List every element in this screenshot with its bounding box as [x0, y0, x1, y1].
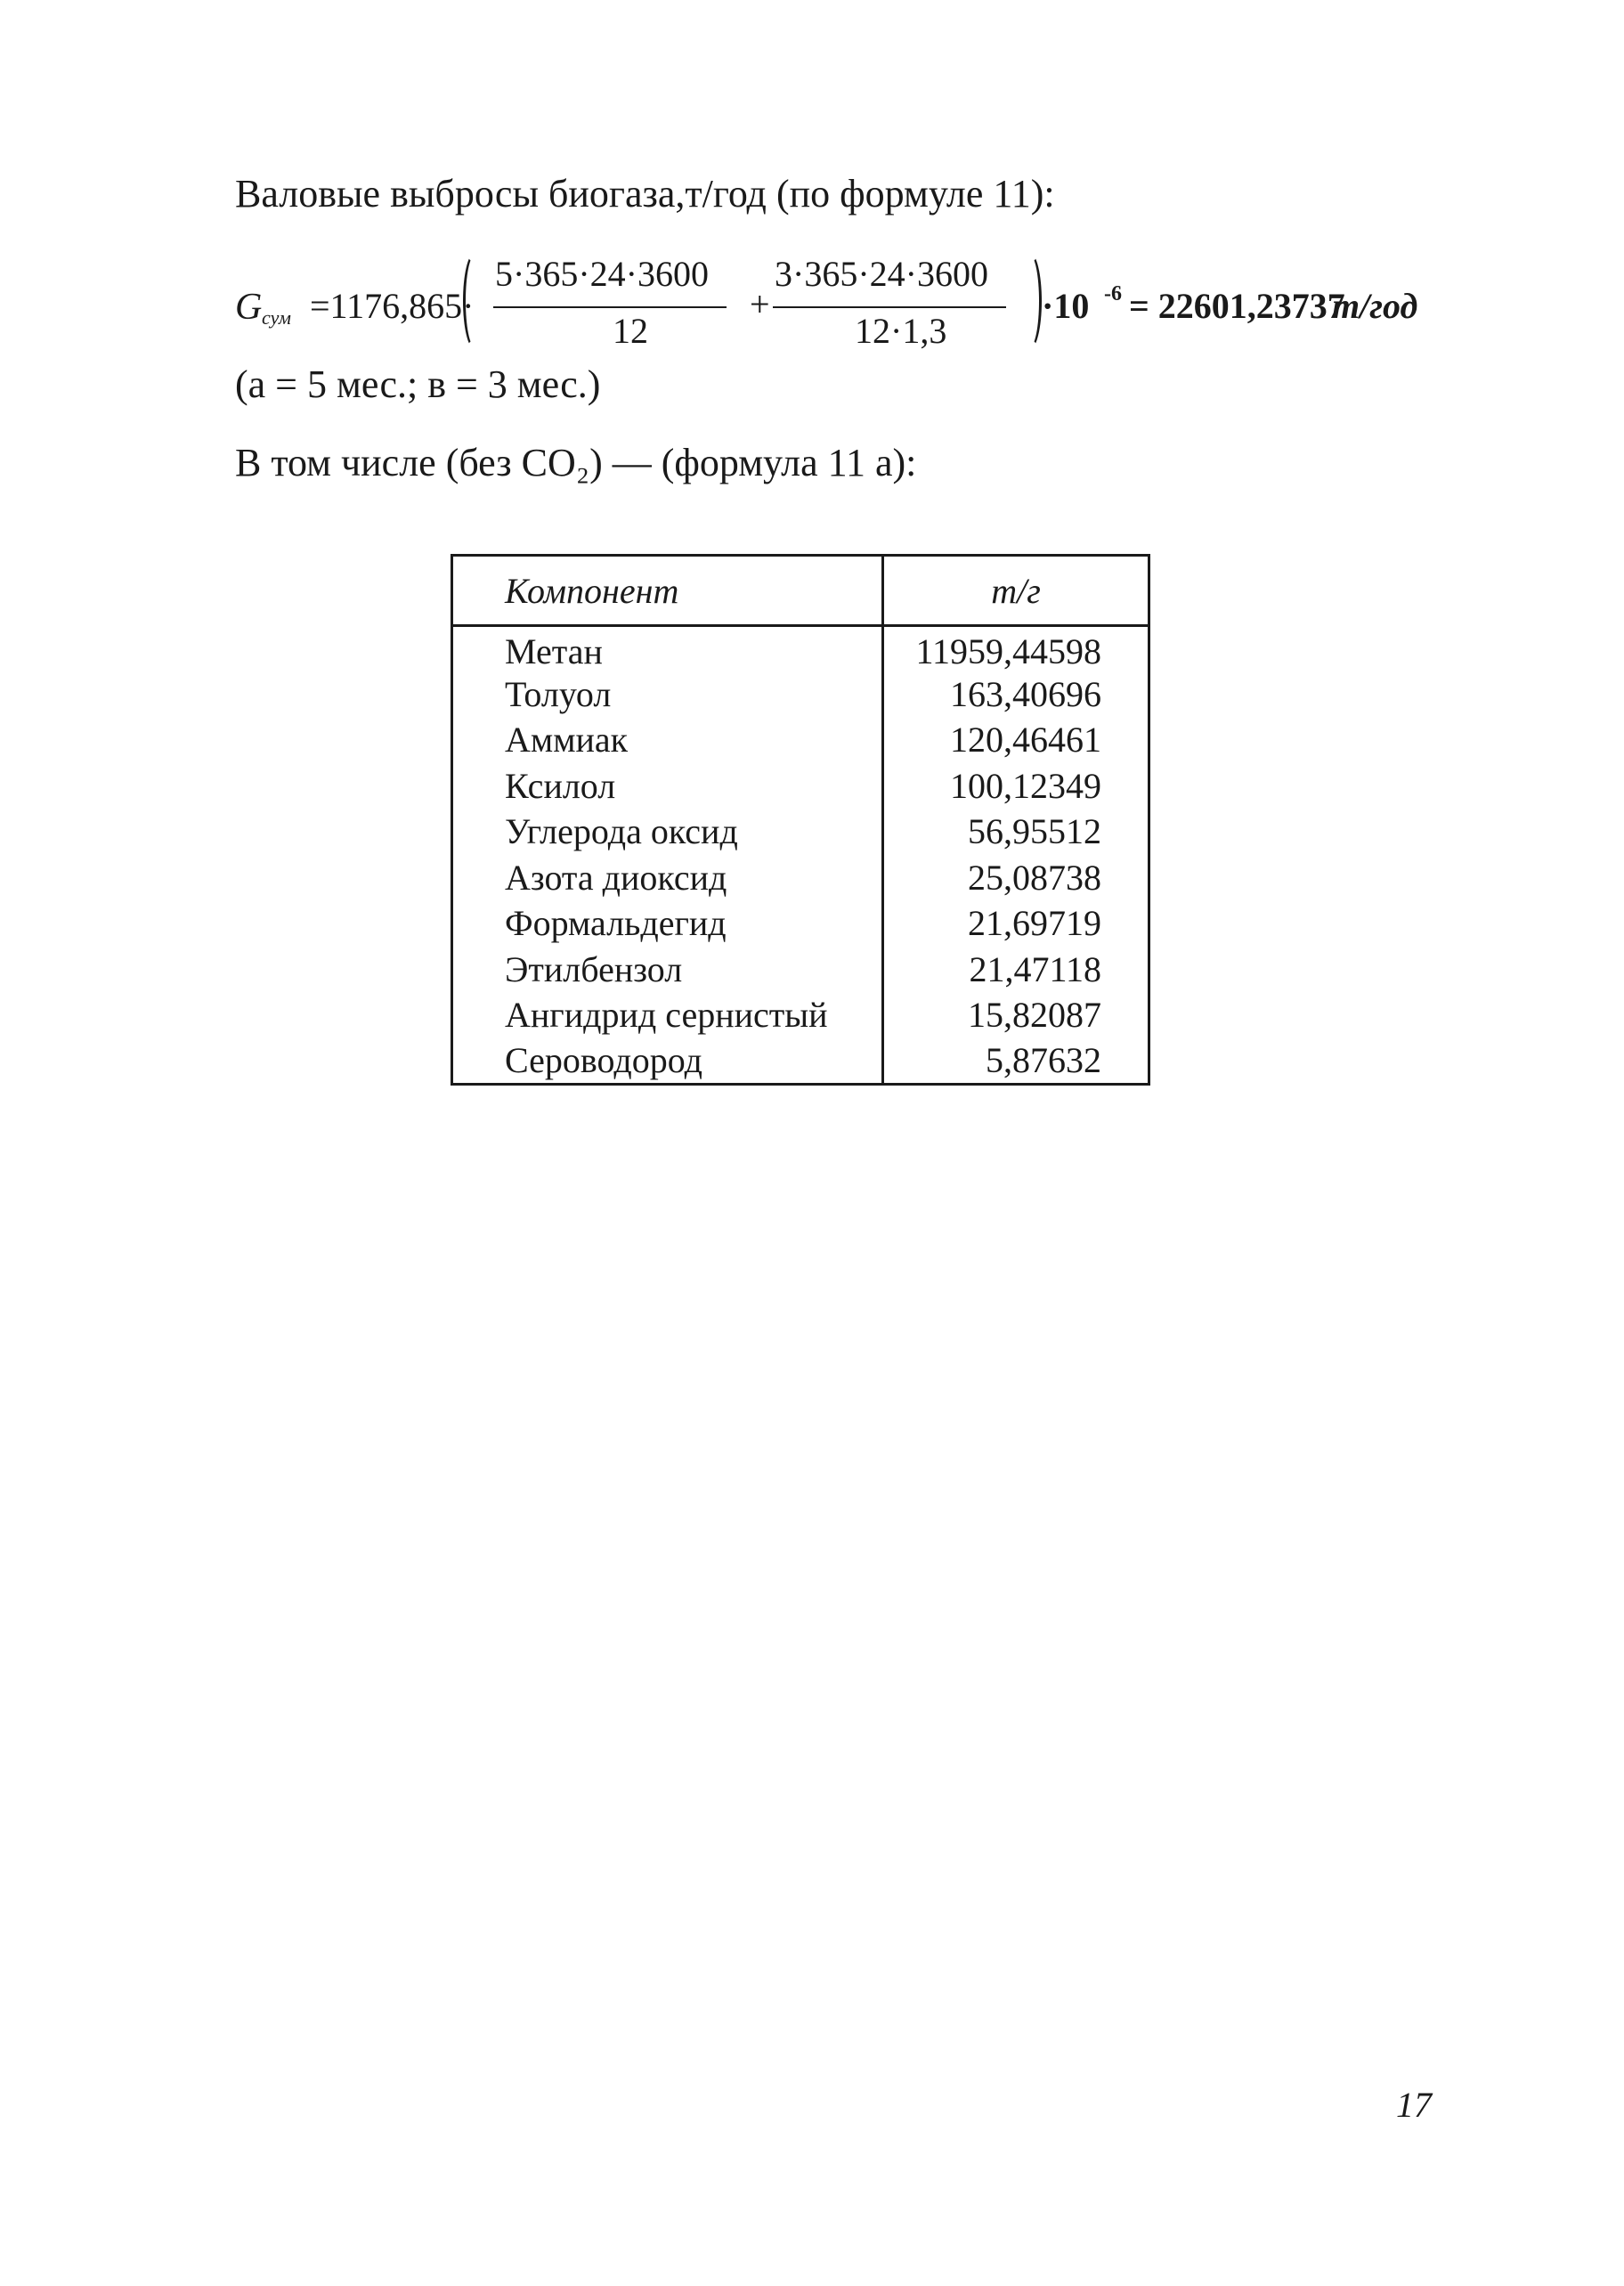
- formula-g-subscript: сум: [262, 306, 291, 329]
- formula-exponent: -6: [1104, 282, 1122, 305]
- row-value: 56,95512: [968, 811, 1101, 852]
- table-row: [452, 947, 1149, 993]
- row-name: Сероводород: [452, 1038, 883, 1085]
- row-name: Аммиак: [452, 718, 883, 764]
- subheading-text: В том числе (без CO₂) — (формула 11 а):: [235, 441, 917, 484]
- fraction2-bar: [773, 306, 1006, 308]
- fraction1-bar: [493, 306, 727, 308]
- table-header-row: [452, 556, 1149, 626]
- row-name: Метан: [452, 626, 883, 672]
- row-value: 163,40696: [950, 673, 1101, 714]
- table-row: [452, 855, 1149, 901]
- row-value: 120,46461: [950, 720, 1101, 761]
- conditions-text: (а = 5 мес.; в = 3 мес.): [235, 362, 601, 406]
- row-value: 15,82087: [968, 995, 1101, 1036]
- fraction2-denominator: 12·1,3: [855, 311, 947, 351]
- fraction1-numerator: 5·365·24·3600: [495, 254, 709, 294]
- emissions-table: [451, 554, 1150, 1086]
- right-parenthesis: [1019, 253, 1042, 349]
- row-name: Азота диоксид: [452, 855, 883, 901]
- table-row: [452, 763, 1149, 809]
- row-name: Ангидрид сернистый: [452, 993, 883, 1039]
- table-row: [452, 901, 1149, 948]
- fraction2-numerator: 3·365·24·3600: [775, 254, 988, 294]
- row-name: Формальдегид: [452, 901, 883, 948]
- header-component: Компонент: [452, 556, 883, 626]
- table-row: [452, 1038, 1149, 1085]
- row-value: 11959,44598: [915, 631, 1101, 671]
- row-name: Углерода оксид: [452, 809, 883, 856]
- page-number: 17: [1396, 2085, 1432, 2125]
- table-row: [452, 626, 1149, 672]
- table-row: [452, 809, 1149, 856]
- formula-coefficient: =1176,865·: [310, 286, 475, 326]
- formula-result: = 22601,23737: [1129, 286, 1345, 326]
- formula-multiplier: ·10: [1042, 286, 1090, 326]
- table-row: [452, 993, 1149, 1039]
- formula-plus: +: [750, 284, 770, 324]
- row-value: 100,12349: [950, 765, 1101, 806]
- header-value: т/г: [883, 556, 1149, 626]
- fraction1-denominator: 12: [613, 311, 648, 351]
- row-name: Ксилол: [452, 763, 883, 809]
- row-value: 5,87632: [986, 1040, 1101, 1080]
- table-row: [452, 671, 1149, 718]
- formula-unit: т/год: [1332, 286, 1418, 326]
- table-row: [452, 718, 1149, 764]
- row-value: 21,47118: [969, 948, 1101, 989]
- row-value: 21,69719: [968, 903, 1101, 944]
- row-value: 25,08738: [968, 857, 1101, 898]
- left-parenthesis: [463, 253, 486, 349]
- intro-text: Валовые выбросы биогаза,т/год (по формуле 11):: [235, 172, 1055, 216]
- row-name: Толуол: [452, 671, 883, 718]
- formula-g-symbol: G: [235, 287, 263, 328]
- row-name: Этилбензол: [452, 947, 883, 993]
